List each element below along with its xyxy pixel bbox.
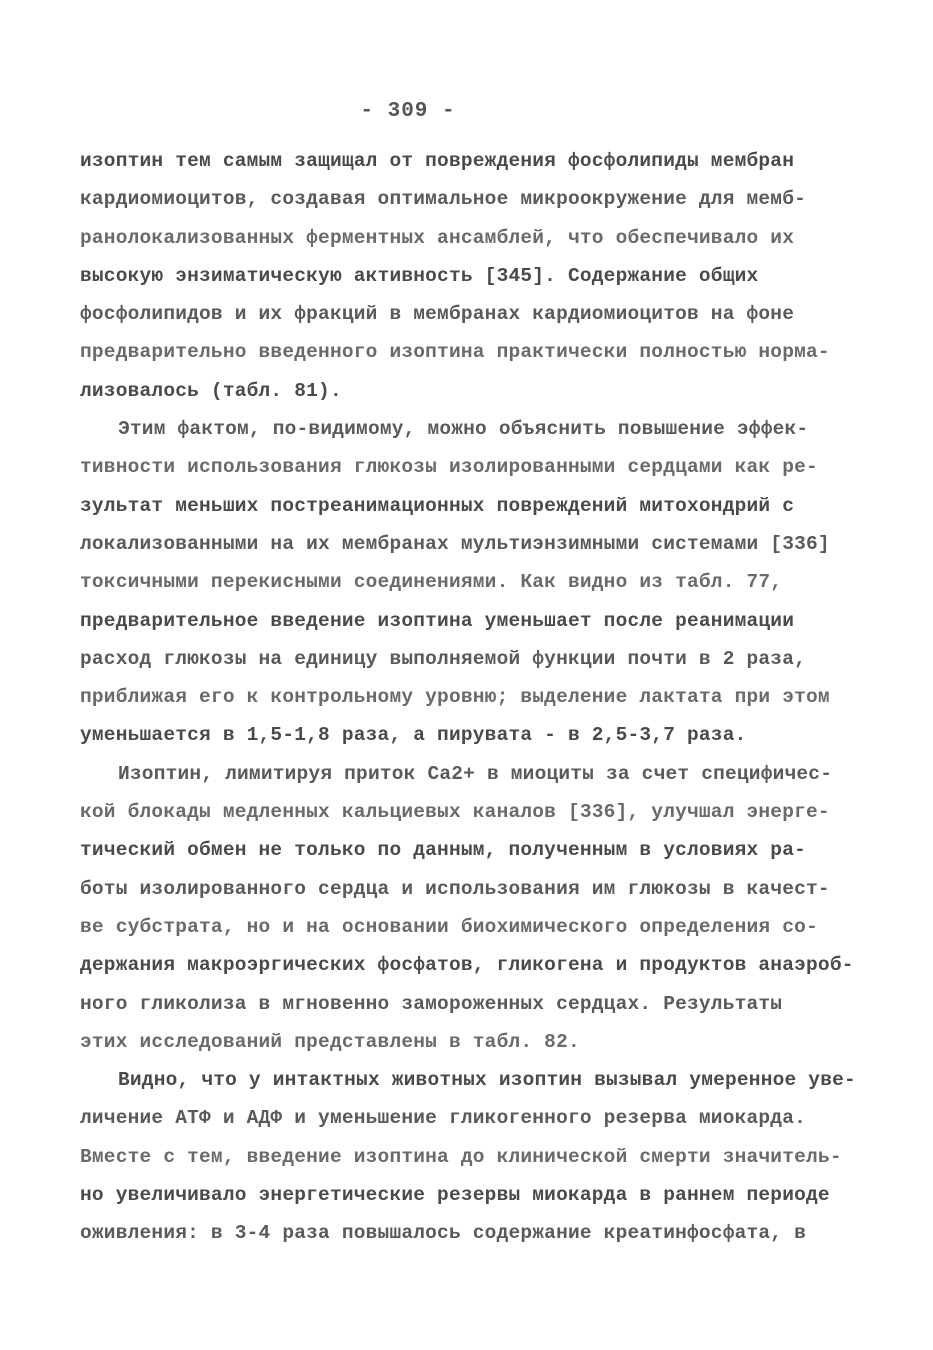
text-line: предварительное введение изоптина уменьшает после реанимации — [80, 609, 795, 632]
text-line: Этим фактом, по-видимому, можно объяснить повышение эффек- — [118, 418, 809, 441]
text-line: личение АТФ и АДФ и уменьшение гликогенного резерва миокарда. — [80, 1107, 807, 1130]
text-line: фосфолипидов и их фракций в мембранах кардиомиоцитов на фоне — [80, 303, 795, 326]
text-line: уменьшается в 1,5-1,8 раза, а пирувата - в 2,5-3,7 раза. — [80, 724, 747, 747]
text-line: Видно, что у интактных животных изоптин вызывал умеренное уве- — [118, 1069, 856, 1092]
text-line: расход глюкозы на единицу выполняемой функции почти в 2 раза, — [80, 647, 807, 670]
text-line: тивности использования глюкозы изолированными сердцами как ре- — [80, 456, 818, 479]
text-line: тический обмен не только по данным, полученным в условиях ра- — [80, 839, 807, 862]
text-line: лизовалось (табл. 81). — [80, 379, 342, 402]
text-line: высокую энзиматическую активность [345]. Содержание общих — [80, 264, 759, 287]
body-text — [80, 142, 860, 1253]
page-number: - 309 - — [360, 100, 456, 123]
text-line: Изоптин, лимитируя приток Ca2+ в миоциты за счет специфичес- — [118, 762, 833, 785]
text-line: но увеличивало энергетические резервы миокарда в раннем периоде — [80, 1184, 830, 1207]
text-line: приближая его к контрольному уровню; выделение лактата при этом — [80, 686, 830, 709]
text-line: изоптин тем самым защищал от повреждения фосфолипиды мембран — [80, 150, 795, 172]
text-line: этих исследований представлены в табл. 82. — [80, 1030, 580, 1053]
text-line: кардиомиоцитов, создавая оптимальное микроокружение для мемб- — [80, 188, 807, 211]
text-line: оживления: в 3-4 раза повышалось содержание креатинфосфата, в — [80, 1222, 807, 1245]
text-line: ве субстрата, но и на основании биохимического определения со- — [80, 915, 818, 938]
text-line: боты изолированного сердца и использования им глюкозы в качест- — [80, 877, 830, 900]
text-line: Вместе с тем, введение изоптина до клинической смерти значитель- — [80, 1145, 842, 1168]
text-line: предварительно введенного изоптина практически полностью норма- — [80, 341, 830, 364]
text-line: держания макроэргических фосфатов, гликогена и продуктов анаэроб- — [80, 954, 854, 977]
text-line: ранолокализованных ферментных ансамблей, что обеспечивало их — [80, 226, 795, 249]
text-line: зультат меньших постреанимационных повреждений митохондрий с — [80, 494, 795, 517]
text-line: токсичными перекисными соединениями. Как видно из табл. 77, — [80, 571, 783, 594]
text-line: локализованными на их мембранах мультиэнзимными системами [336] — [80, 532, 830, 555]
text-line: ного гликолиза в мгновенно замороженных сердцах. Результаты — [80, 992, 783, 1015]
text-line: кой блокады медленных кальциевых каналов [336], улучшал энерге- — [80, 801, 830, 824]
